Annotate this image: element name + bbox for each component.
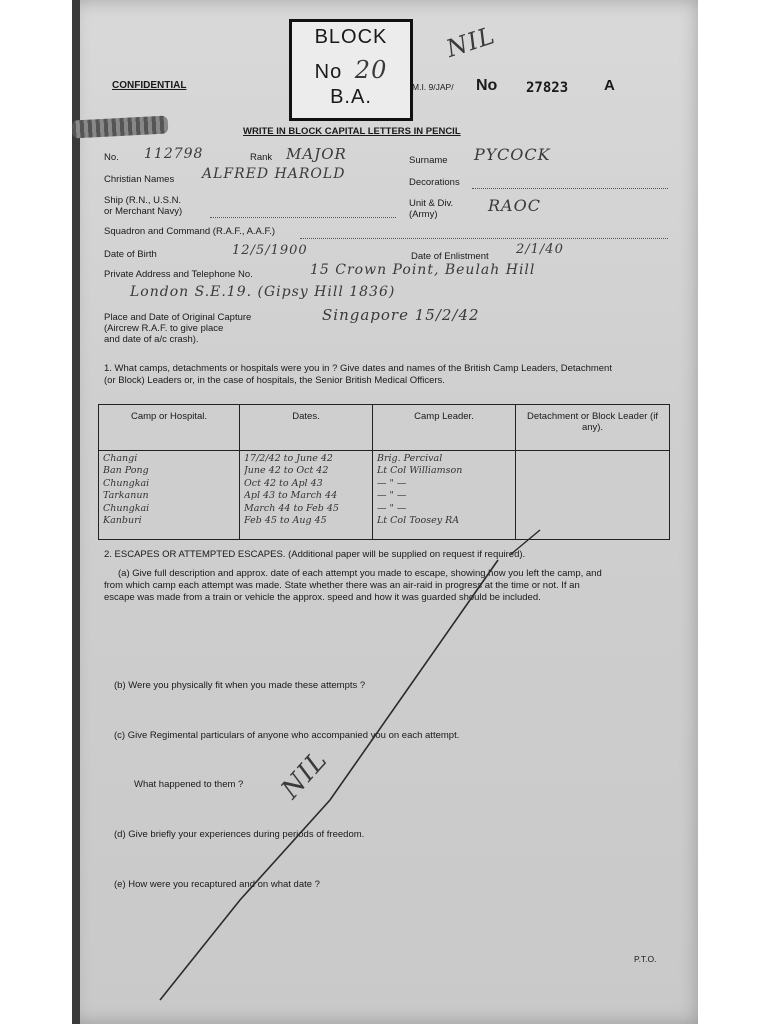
pto-label: P.T.O. (634, 954, 657, 964)
col-header-leader: Camp Leader. (373, 405, 516, 451)
form-number: 27823 (526, 80, 569, 96)
camp-leader: Lt Col Williamson (377, 465, 463, 477)
camp-name: Tarkanun (103, 490, 149, 502)
confidential-label: CONFIDENTIAL (112, 80, 187, 91)
camp-dates: Apl 43 to March 44 (244, 490, 338, 502)
camp-name: Chungkai (103, 502, 150, 514)
christian-names-value: ALFRED HAROLD (202, 166, 346, 182)
camp-dates: June 42 to Oct 42 (244, 465, 329, 477)
camp-leader: — " — (377, 490, 407, 502)
question-2b: (b) Were you physically fit when you made these attempts ? (114, 680, 366, 691)
camp-leader: — " — (377, 502, 407, 514)
camp-dates: Feb 45 to Aug 45 (244, 515, 327, 527)
question-1-line1: 1. What camps, detachments or hospitals were you in ? Give dates and names of the British Camp Leaders, Detachment (104, 363, 612, 374)
address-value-line2: London S.E.19. (Gipsy Hill 1836) (130, 284, 396, 300)
stamp-no-label: No (314, 61, 343, 83)
mi-reference: M.I. 9/JAP/ (412, 82, 454, 92)
stamp-no-value: 20 (354, 56, 388, 84)
form-suffix: A (604, 77, 615, 94)
col-header-camp: Camp or Hospital. (99, 405, 240, 451)
unit-value: RAOC (488, 196, 541, 215)
camp-name: Kanburi (103, 515, 142, 527)
col-header-detachment: Detachment or Block Leader (if any). (516, 405, 670, 451)
dob-label: Date of Birth (104, 249, 157, 260)
question-2d: (d) Give briefly your experiences during periods of freedom. (114, 829, 365, 840)
camp-name: Changi (103, 453, 138, 464)
address-value-line1: 15 Crown Point, Beulah Hill (310, 262, 536, 278)
question-2c-followup: What happened to them ? (134, 779, 244, 790)
question-2e: (e) How were you recaptured and on what date ? (114, 879, 320, 890)
service-no-value: 112798 (144, 146, 204, 162)
decorations-label: Decorations (409, 177, 460, 188)
enlistment-label: Date of Enlistment (411, 251, 489, 262)
rank-label: Rank (250, 152, 273, 163)
capture-label-1: Place and Date of Original Capture (104, 312, 252, 323)
col-header-dates: Dates. (240, 405, 373, 451)
unit-label-2: (Army) (409, 209, 438, 220)
stamp-ba-text: B.A. (330, 86, 372, 108)
question-2c: (c) Give Regimental particulars of anyone who accompanied you on each attempt. (114, 730, 460, 741)
enlistment-value: 2/1/40 (516, 242, 564, 257)
question-2a-line3: escape was made from a train or vehicle the approx. speed and how it was guarded should be included. (104, 592, 541, 603)
question-1-line2: (or Block) Leaders or, in the case of hospitals, the Senior British Medical Officers. (104, 375, 445, 386)
squadron-label: Squadron and Command (R.A.F., A.A.F.) (104, 226, 276, 237)
camp-leader: Lt Col Toosey RA (377, 515, 460, 527)
question-2-title: 2. ESCAPES OR ATTEMPTED ESCAPES. (Additional paper will be supplied on request if required). (104, 549, 526, 560)
capture-value: Singapore 15/2/42 (322, 306, 480, 324)
capture-label-2: (Aircrew R.A.F. to give place (104, 323, 224, 334)
stamp-block-text: BLOCK (314, 26, 388, 48)
address-label: Private Address and Telephone No. (104, 269, 253, 280)
dob-value: 12/5/1900 (232, 243, 308, 258)
rank-value: MAJOR (286, 145, 347, 163)
nil-handwritten-diagonal: NIL (275, 745, 334, 805)
form-no-label: No (476, 77, 498, 94)
capture-label-3: and date of a/c crash). (104, 334, 199, 345)
ship-label-1: Ship (R.N., U.S.N. (104, 195, 182, 206)
nil-handwritten-top: NIL (442, 21, 499, 63)
christian-names-label: Christian Names (104, 174, 175, 185)
camp-dates: Oct 42 to Apl 43 (244, 477, 323, 489)
ship-label-2: or Merchant Navy) (104, 206, 183, 217)
camp-leader: — " — (377, 477, 407, 489)
question-2a-line1: (a) Give full description and approx. date of each attempt you made to escape, showing how you left the camp, and (118, 568, 602, 579)
question-2a-line2: from which camp each attempt was made. State whether there was an air-raid in progress at the time or not. If an (104, 580, 580, 591)
service-no-label: No. (104, 152, 119, 163)
unit-label-1: Unit & Div. (409, 198, 454, 209)
pencil-instruction: WRITE IN BLOCK CAPITAL LETTERS IN PENCIL (243, 126, 461, 137)
camp-name: Chungkai (103, 477, 150, 489)
camp-dates: March 44 to Feb 45 (244, 502, 339, 514)
surname-value: PYCOCK (474, 145, 551, 164)
camp-name: Ban Pong (103, 465, 149, 477)
camp-leader: Brig. Percival (377, 453, 443, 464)
camp-dates: 17/2/42 to June 42 (244, 453, 333, 464)
surname-label: Surname (409, 155, 448, 166)
